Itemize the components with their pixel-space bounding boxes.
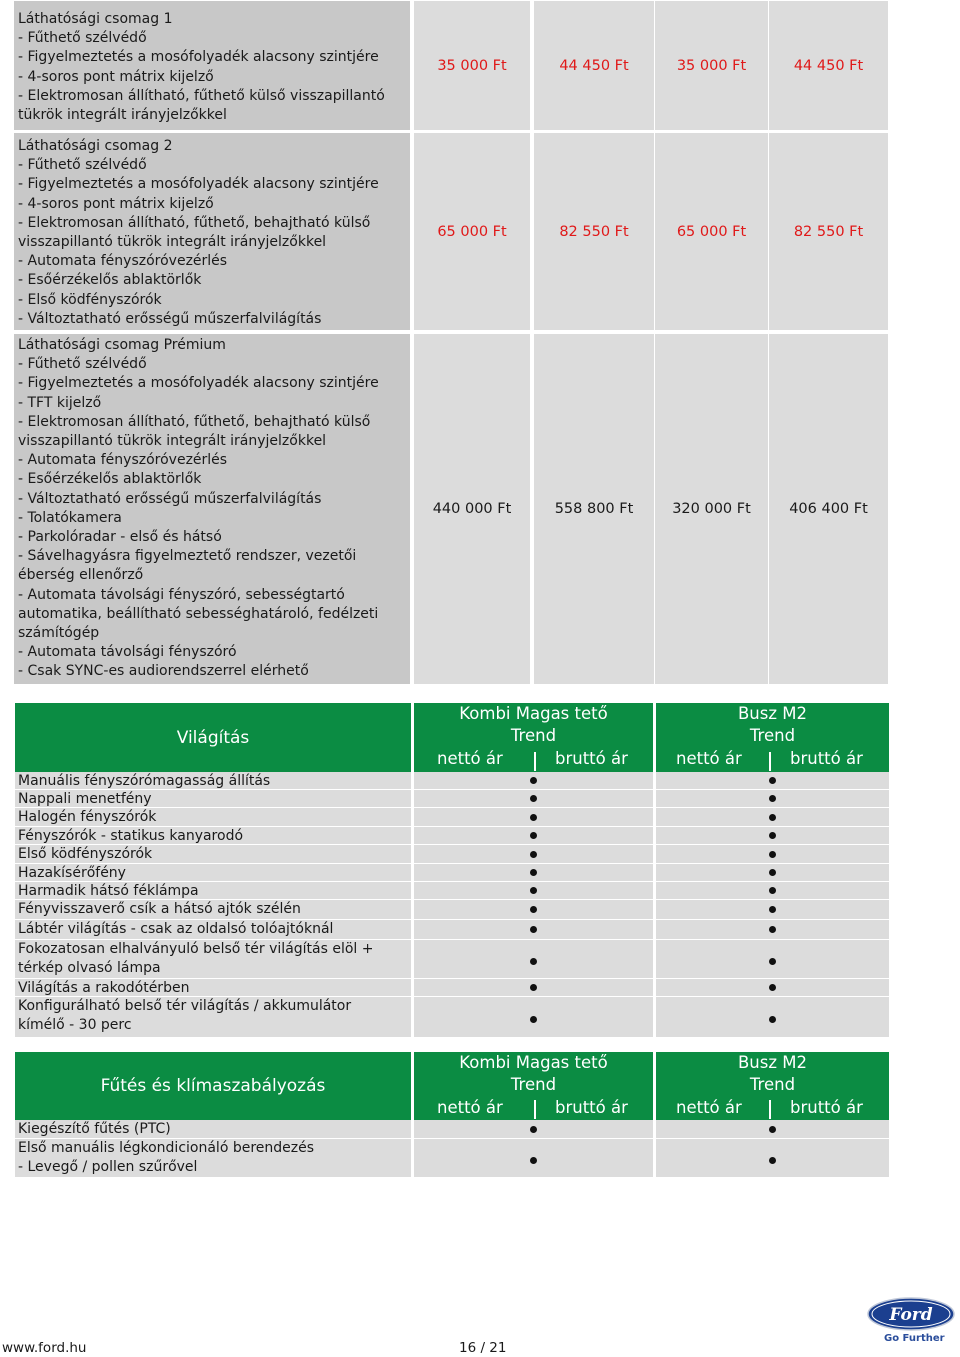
package-item: - Esőérzékelős ablaktörlők	[18, 471, 202, 488]
price-separator	[769, 1100, 771, 1119]
standard-equipment-dot	[530, 869, 537, 876]
model-name: Kombi Magas tető	[459, 704, 608, 723]
price-cell: 35 000 Ft	[414, 1, 530, 130]
standard-equipment-dot	[769, 1157, 776, 1164]
standard-equipment-dot	[769, 851, 776, 858]
feature-name-line: Manuális fényszórómagasság állítás	[18, 773, 271, 789]
standard-equipment-dot	[530, 777, 537, 784]
feature-name	[15, 790, 411, 807]
price-cell: 440 000 Ft	[414, 334, 530, 684]
standard-equipment-dot	[769, 984, 776, 991]
price-cell: 406 400 Ft	[769, 334, 888, 684]
feature-name-line: kímélő - 30 perc	[18, 1016, 132, 1033]
standard-equipment-dot	[530, 926, 537, 933]
standard-equipment-dot	[530, 814, 537, 821]
package-item: - Elektromosan állítható, fűthető külső visszapillantó	[18, 87, 385, 104]
package-item: - Figyelmeztetés a mosófolyadék alacsony szintjére	[18, 49, 379, 66]
feature-name	[15, 979, 411, 996]
standard-equipment-dot	[769, 814, 776, 821]
package-item: automatika, beállítható sebességhatároló, fedélzeti	[18, 605, 379, 622]
package-item: - Változtatható erősségű műszerfalvilágítás	[18, 310, 322, 327]
price-cell: 65 000 Ft	[655, 133, 768, 330]
package-item: visszapillantó tükrök integrált irányjelzőkkel	[18, 433, 327, 450]
section-title: Fűtés és klímaszabályozás	[100, 1076, 326, 1096]
package-title: Láthatósági csomag Prémium	[18, 337, 226, 353]
price-cell: 65 000 Ft	[414, 133, 530, 330]
footer-url[interactable]: www.ford.hu	[2, 1340, 87, 1356]
package-item: éberség ellenőrző	[18, 567, 144, 584]
package-item: - Esőérzékelős ablaktörlők	[18, 272, 202, 289]
package-item: - Figyelmeztetés a mosófolyadék alacsony szintjére	[18, 176, 379, 193]
feature-name	[15, 900, 411, 919]
standard-equipment-dot	[769, 832, 776, 839]
standard-equipment-dot	[769, 958, 776, 965]
standard-equipment-dot	[769, 1126, 776, 1133]
standard-equipment-dot	[530, 1157, 537, 1164]
ford-logo	[866, 1297, 956, 1347]
standard-equipment-dot	[530, 832, 537, 839]
feature-name-line: Világítás a rakodótérben	[18, 980, 190, 996]
net-price-label: nettó ár	[676, 1098, 742, 1117]
logo-tagline: Go Further	[884, 1333, 945, 1344]
model-trim: Trend	[749, 726, 796, 745]
package-item: - Fűthető szélvédő	[18, 157, 147, 174]
feature-name-line: Hazakísérőfény	[18, 865, 126, 881]
logo-wordmark: Ford	[889, 1305, 933, 1325]
model-trim: Trend	[510, 1075, 557, 1094]
package-item: - Változtatható erősségű műszerfalvilágítás	[18, 490, 322, 507]
package-item: - Sávelhagyásra figyelmeztető rendszer, vezetői	[18, 548, 357, 565]
standard-equipment-dot	[530, 887, 537, 894]
standard-equipment-dot	[769, 795, 776, 802]
feature-name	[15, 1120, 411, 1138]
standard-equipment-dot	[769, 777, 776, 784]
package-item: - Fűthető szélvédő	[18, 356, 147, 373]
price-cell: 35 000 Ft	[655, 1, 768, 130]
model-name: Kombi Magas tető	[459, 1053, 608, 1072]
package-item: - 4-soros pont mátrix kijelző	[18, 195, 214, 212]
price-cell: 44 450 Ft	[769, 1, 888, 130]
gross-price-label: bruttó ár	[790, 749, 863, 768]
feature-name	[15, 845, 411, 863]
feature-name	[15, 827, 411, 844]
feature-name	[15, 882, 411, 899]
gross-price-label: bruttó ár	[790, 1098, 863, 1117]
standard-equipment-dot	[769, 926, 776, 933]
feature-name-line: Fényszórók - statikus kanyarodó	[18, 828, 244, 844]
standard-equipment-dot	[530, 906, 537, 913]
standard-equipment-dot	[530, 984, 537, 991]
feature-name-line: Első manuális légkondicionáló berendezés	[18, 1140, 315, 1156]
package-description	[14, 133, 410, 330]
feature-name-line: Harmadik hátsó féklámpa	[18, 883, 199, 899]
feature-name-line: Lábtér világítás - csak az oldalsó tolóajtóknál	[18, 921, 334, 937]
price-cell: 558 800 Ft	[534, 334, 654, 684]
price-separator	[534, 1100, 536, 1119]
standard-equipment-dot	[769, 887, 776, 894]
package-description	[14, 334, 410, 684]
feature-name	[15, 997, 411, 1037]
package-description	[14, 1, 410, 130]
package-item: - Elektromosan állítható, fűthető, behajtható külső	[18, 413, 371, 430]
feature-name-line: Kiegészítő fűtés (PTC)	[18, 1121, 171, 1137]
price-separator	[769, 752, 771, 771]
package-item: - Automata távolsági fényszóró	[18, 644, 237, 661]
price-cell: 320 000 Ft	[655, 334, 768, 684]
net-price-label: nettó ár	[437, 749, 503, 768]
page-number: 16 / 21	[459, 1340, 507, 1356]
standard-equipment-dot	[530, 851, 537, 858]
model-trim: Trend	[749, 1075, 796, 1094]
package-title: Láthatósági csomag 1	[18, 11, 173, 27]
package-item: - Automata fényszóróvezérlés	[18, 253, 228, 270]
net-price-label: nettó ár	[676, 749, 742, 768]
feature-name	[15, 920, 411, 939]
package-item: - 4-soros pont mátrix kijelző	[18, 68, 214, 85]
gross-price-label: bruttó ár	[555, 1098, 628, 1117]
package-item: tükrök integrált irányjelzőkkel	[18, 107, 227, 124]
price-separator	[534, 752, 536, 771]
package-item: visszapillantó tükrök integrált irányjelzőkkel	[18, 234, 327, 251]
package-item: - Parkolóradar - első és hátsó	[18, 529, 222, 546]
feature-name-line: térkép olvasó lámpa	[18, 959, 161, 976]
feature-name-line: Első ködfényszórók	[18, 846, 153, 862]
package-item: - Elektromosan állítható, fűthető, behajtható külső	[18, 214, 371, 231]
model-name: Busz M2	[737, 704, 807, 723]
package-item: - Automata fényszóróvezérlés	[18, 452, 228, 469]
package-item: - TFT kijelző	[18, 394, 102, 411]
feature-name-line: Fokozatosan elhalványuló belső tér világítás elöl +	[18, 941, 374, 957]
standard-equipment-dot	[769, 906, 776, 913]
package-item: - Tolatókamera	[18, 509, 122, 526]
standard-equipment-dot	[530, 795, 537, 802]
standard-equipment-dot	[530, 1126, 537, 1133]
feature-name	[15, 808, 411, 826]
standard-equipment-dot	[530, 1016, 537, 1023]
net-price-label: nettó ár	[437, 1098, 503, 1117]
standard-equipment-dot	[769, 869, 776, 876]
gross-price-label: bruttó ár	[555, 749, 628, 768]
feature-name-line: Halogén fényszórók	[18, 809, 157, 825]
feature-name	[15, 864, 411, 881]
feature-name	[15, 1139, 411, 1177]
model-trim: Trend	[510, 726, 557, 745]
feature-name-line: Konfigurálható belső tér világítás / akkumulátor	[18, 998, 352, 1014]
package-item: - Fűthető szélvédő	[18, 30, 147, 47]
price-cell: 82 550 Ft	[534, 133, 654, 330]
section-title: Világítás	[176, 727, 250, 748]
package-item: - Első ködfényszórók	[18, 291, 162, 308]
feature-name	[15, 940, 411, 978]
package-item: - Figyelmeztetés a mosófolyadék alacsony szintjére	[18, 375, 379, 392]
price-cell: 44 450 Ft	[534, 1, 654, 130]
feature-name-line: Nappali menetfény	[18, 791, 152, 807]
feature-name-line: - Levegő / pollen szűrővel	[18, 1158, 198, 1175]
model-name: Busz M2	[737, 1053, 807, 1072]
feature-name	[15, 772, 411, 789]
package-item: - Csak SYNC-es audiorendszerrel elérhető	[18, 663, 309, 680]
package-title: Láthatósági csomag 2	[18, 138, 173, 154]
feature-name-line: Fényvisszaverő csík a hátsó ajtók szélén	[18, 901, 301, 917]
price-cell: 82 550 Ft	[769, 133, 888, 330]
package-item: számítógép	[18, 625, 100, 642]
standard-equipment-dot	[530, 958, 537, 965]
package-item: - Automata távolsági fényszóró, sebességtartó	[18, 586, 345, 603]
standard-equipment-dot	[769, 1016, 776, 1023]
